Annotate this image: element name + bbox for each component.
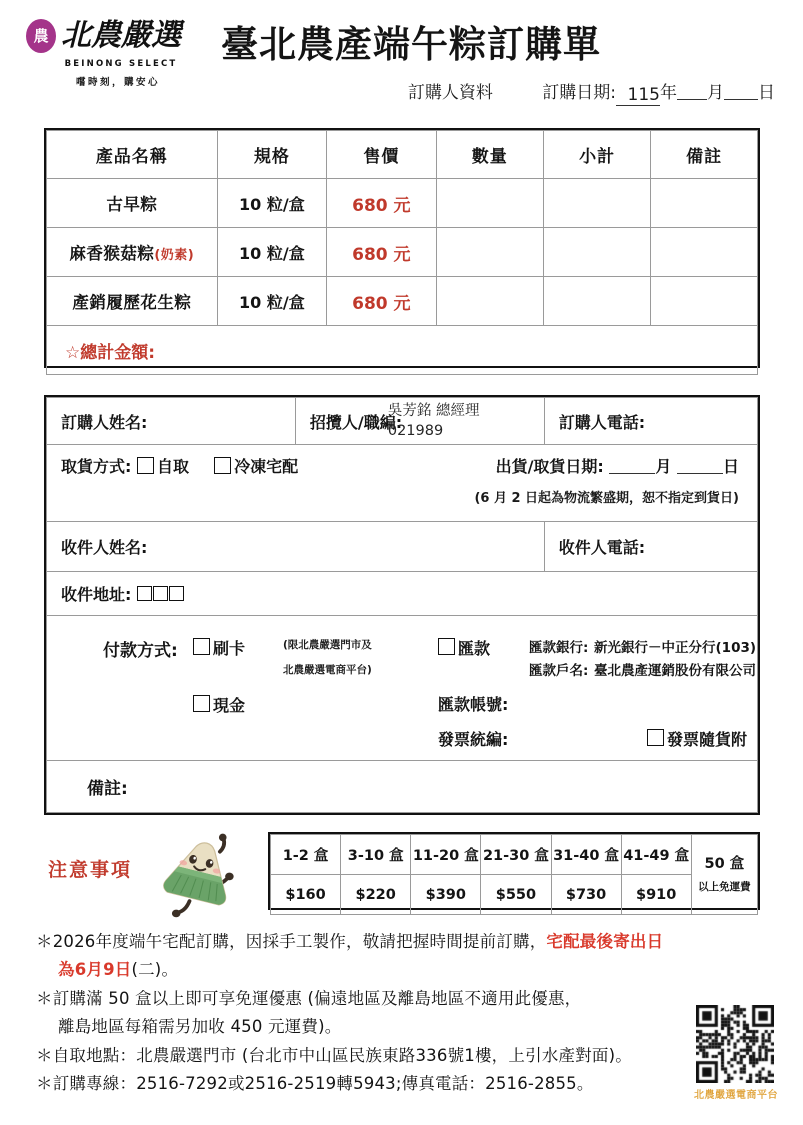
fee-amount-5: $730 bbox=[551, 875, 621, 915]
note-marker-1: ＊ bbox=[36, 932, 53, 951]
fee-amount-row bbox=[271, 875, 758, 915]
product-remark-cell[interactable] bbox=[651, 277, 758, 326]
logo-chinese-name: 北農嚴選 bbox=[61, 18, 181, 53]
total-amount-cell[interactable] bbox=[47, 326, 758, 375]
frozen-delivery-label: 冷凍宅配 bbox=[234, 457, 299, 476]
notice-title: 注意事項 bbox=[48, 859, 133, 881]
bank-value: 新光銀行－中正分行(103) bbox=[594, 640, 757, 656]
fee-free-tier-cell bbox=[691, 835, 757, 915]
recruiter-value bbox=[388, 402, 480, 441]
fee-free-tier-label: 50 盒 bbox=[704, 855, 745, 872]
note-item-4 bbox=[36, 1070, 686, 1098]
account-no-label: 匯款帳號: bbox=[438, 695, 509, 714]
fee-free-tier-note: 以上免運費 bbox=[698, 880, 751, 893]
col-quantity: 數量 bbox=[436, 131, 543, 179]
pay-cash-label: 現金 bbox=[213, 696, 246, 715]
brand-logo bbox=[26, 16, 186, 86]
product-price-cell: 680 元 bbox=[327, 277, 436, 326]
shipping-fee-table bbox=[270, 834, 758, 915]
ship-date-note: (6 月 2 日起為物流繁盛期，恕不指定到貨日) bbox=[474, 491, 739, 506]
pay-card-note-line2: 北農嚴選電商平台) bbox=[283, 664, 372, 676]
receiver-address-row bbox=[47, 572, 758, 616]
col-price: 售價 bbox=[327, 131, 436, 179]
note-text-1e: (二)。 bbox=[131, 960, 179, 980]
invoice-tax-label: 發票統編: bbox=[438, 730, 509, 749]
qr-code-caption: 北農嚴選電商平台 bbox=[694, 1090, 778, 1101]
col-product-name: 產品名稱 bbox=[47, 131, 218, 179]
pay-card-label: 刷卡 bbox=[213, 639, 246, 658]
note-text-3a: 自取地點：北農嚴選門市 (台北市中山區民族東路336號1樓，上引水產對面)。 bbox=[52, 1045, 632, 1065]
table-row bbox=[47, 228, 758, 277]
fee-tier-3: 11-20 盒 bbox=[411, 835, 481, 875]
payment-row bbox=[47, 616, 758, 761]
table-row bbox=[47, 179, 758, 228]
fee-tier-5: 31-40 盒 bbox=[551, 835, 621, 875]
payment-method-label: 付款方式: bbox=[103, 641, 178, 661]
product-name-cell bbox=[47, 277, 218, 326]
product-name-text: 麻香猴菇粽 bbox=[69, 244, 155, 263]
recruiter-value-line2: 021989 bbox=[387, 422, 444, 439]
product-spec-cell: 10 粒/盒 bbox=[217, 179, 326, 228]
ship-date-block bbox=[474, 454, 739, 506]
page-title: 臺北農產端午粽訂購單 bbox=[221, 22, 601, 66]
ship-date-month-unit: 月 bbox=[655, 457, 672, 476]
pickup-options bbox=[61, 454, 298, 477]
orderer-row bbox=[47, 398, 758, 445]
product-name-text: 產銷履歷花生粽 bbox=[72, 293, 192, 312]
receiver-address-cell[interactable] bbox=[47, 572, 758, 616]
receiver-phone-label: 收件人電話: bbox=[558, 538, 646, 557]
page-header bbox=[0, 0, 803, 120]
product-price-cell: 680 元 bbox=[327, 228, 436, 277]
pay-transfer-checkbox[interactable] bbox=[438, 638, 455, 655]
product-table-header-row bbox=[47, 131, 758, 179]
product-qty-cell[interactable] bbox=[436, 179, 543, 228]
fee-amount-4: $550 bbox=[481, 875, 551, 915]
note-item-2-cont bbox=[36, 1013, 686, 1041]
pickup-row bbox=[47, 445, 758, 522]
pickup-method-cell bbox=[47, 445, 758, 522]
remark-cell[interactable] bbox=[47, 761, 758, 813]
fee-amount-1: $160 bbox=[271, 875, 341, 915]
orderer-name-label: 訂購人姓名: bbox=[61, 412, 148, 432]
orderer-phone-cell[interactable] bbox=[544, 398, 757, 445]
product-name-text: 古早粽 bbox=[106, 195, 158, 214]
fee-tier-6: 41-49 盒 bbox=[621, 835, 691, 875]
note-text-1c: 為 bbox=[58, 960, 75, 980]
subheader-line bbox=[0, 78, 775, 106]
note-text-1d: 6月9日 bbox=[74, 960, 132, 980]
receiver-name-label: 收件人姓名: bbox=[61, 538, 148, 557]
product-name-tag: (奶素) bbox=[154, 248, 195, 263]
pay-card-checkbox[interactable] bbox=[193, 638, 210, 655]
note-marker-2: ＊ bbox=[36, 988, 53, 1008]
order-date-month-unit: 月 bbox=[707, 83, 724, 103]
product-subtotal-cell[interactable] bbox=[543, 179, 650, 228]
ship-date-label: 出貨/取貨日期: bbox=[495, 457, 604, 476]
product-table-frame bbox=[44, 128, 760, 368]
logo-slogan: 嚐時刻，購安心 bbox=[75, 77, 160, 88]
receiver-row bbox=[47, 522, 758, 572]
receiver-name-cell[interactable] bbox=[47, 522, 545, 572]
postal-code-box-2[interactable] bbox=[153, 586, 168, 601]
notes-list bbox=[36, 928, 686, 1098]
pay-card-note-line1: (限北農嚴選門市及 bbox=[283, 639, 372, 651]
frozen-delivery-checkbox[interactable] bbox=[214, 457, 231, 474]
orderer-phone-label: 訂購人電話: bbox=[558, 412, 646, 432]
orderer-section-label: 訂購人資料 bbox=[407, 83, 493, 103]
zongzi-mascot-icon bbox=[150, 827, 248, 922]
col-subtotal: 小計 bbox=[543, 131, 650, 179]
fee-tier-1: 1-2 盒 bbox=[271, 835, 341, 875]
order-date-year-field[interactable]: 115 bbox=[616, 85, 660, 106]
fee-amount-6: $910 bbox=[621, 875, 691, 915]
ship-date-day-field[interactable] bbox=[677, 473, 723, 474]
logo-english-name: BEINONG SELECT bbox=[64, 59, 178, 69]
fee-tier-4: 21-30 盒 bbox=[481, 835, 551, 875]
ship-date-month-field[interactable] bbox=[609, 473, 655, 474]
note-marker-3: ＊ bbox=[36, 1045, 53, 1065]
invoice-with-goods-checkbox[interactable] bbox=[647, 729, 664, 746]
fee-tier-2: 3-10 盒 bbox=[341, 835, 411, 875]
product-qty-cell[interactable] bbox=[436, 277, 543, 326]
note-item-2 bbox=[36, 985, 686, 1013]
qr-code-image[interactable] bbox=[696, 1005, 774, 1083]
product-subtotal-cell[interactable] bbox=[543, 228, 650, 277]
note-marker-4: ＊ bbox=[36, 1073, 53, 1093]
product-spec-cell: 10 粒/盒 bbox=[217, 228, 326, 277]
self-pickup-checkbox[interactable] bbox=[137, 457, 154, 474]
payment-method-cell bbox=[47, 616, 758, 761]
col-spec: 規格 bbox=[217, 131, 326, 179]
product-subtotal-cell[interactable] bbox=[543, 277, 650, 326]
invoice-with-goods-label: 發票隨貨附 bbox=[667, 730, 748, 749]
order-date-day-field[interactable] bbox=[724, 99, 758, 100]
note-item-1-cont bbox=[36, 956, 686, 984]
product-qty-cell[interactable] bbox=[436, 228, 543, 277]
note-text-1b: 宅配最後寄出日 bbox=[546, 932, 664, 951]
ship-date-line bbox=[474, 454, 739, 477]
recruiter-label: 招攬人/職編: bbox=[309, 412, 403, 432]
product-price-cell: 680 元 bbox=[327, 179, 436, 228]
fee-amount-2: $220 bbox=[341, 875, 411, 915]
logo-mark-row bbox=[26, 16, 186, 56]
receiver-address-label: 收件地址: bbox=[61, 585, 132, 604]
note-item-3 bbox=[36, 1042, 686, 1070]
orderer-name-cell[interactable] bbox=[47, 398, 296, 445]
receiver-phone-cell[interactable] bbox=[544, 522, 757, 572]
pickup-method-label: 取貨方式: bbox=[61, 457, 132, 476]
remark-row bbox=[47, 761, 758, 813]
fee-tier-row bbox=[271, 835, 758, 875]
pay-transfer-label: 匯款 bbox=[458, 639, 491, 658]
self-pickup-label: 自取 bbox=[156, 457, 189, 476]
order-date-day-unit: 日 bbox=[758, 83, 775, 103]
order-date-label: 訂購日期: bbox=[542, 83, 616, 103]
account-name-value: 臺北農產運銷股份有限公司 bbox=[594, 663, 756, 679]
qr-code-block bbox=[694, 1005, 776, 1101]
product-remark-cell[interactable] bbox=[651, 228, 758, 277]
note-text-4a: 訂購專線：2516-7292或2516-2519轉5943;傳真電話：2516-2855。 bbox=[52, 1073, 594, 1093]
total-row bbox=[47, 326, 758, 375]
remark-label: 備註: bbox=[87, 779, 128, 799]
recruiter-cell[interactable] bbox=[295, 398, 544, 445]
note-text-1a: 2026年度端午宅配訂購，因採手工製作，敬請把握時間提前訂購， bbox=[52, 932, 547, 951]
orderer-info-frame bbox=[44, 395, 760, 815]
note-text-2b: 離島地區每箱需另加收 450 元運費)。 bbox=[58, 1017, 342, 1037]
order-date-year-unit: 年 bbox=[660, 83, 677, 103]
logo-badge-icon: 農 bbox=[26, 19, 56, 53]
product-name-cell bbox=[47, 228, 218, 277]
pay-cash-checkbox[interactable] bbox=[193, 695, 210, 712]
col-remark: 備註 bbox=[651, 131, 758, 179]
orderer-info-table bbox=[46, 397, 758, 813]
fee-amount-3: $390 bbox=[411, 875, 481, 915]
total-amount-label: ☆總計金額: bbox=[65, 342, 156, 363]
account-name-label: 匯款戶名: bbox=[529, 663, 589, 679]
note-text-2a: 訂購滿 50 盒以上即可享免運優惠 (偏遠地區及離島地區不適用此優惠， bbox=[52, 988, 582, 1008]
table-row bbox=[47, 277, 758, 326]
product-name-cell bbox=[47, 179, 218, 228]
product-spec-cell: 10 粒/盒 bbox=[217, 277, 326, 326]
product-table bbox=[46, 130, 758, 375]
order-date-month-field[interactable] bbox=[677, 99, 707, 100]
postal-code-box-3[interactable] bbox=[169, 586, 184, 601]
postal-code-box-1[interactable] bbox=[137, 586, 152, 601]
note-item-1 bbox=[36, 928, 686, 956]
shipping-fee-table-frame bbox=[268, 832, 760, 910]
recruiter-value-line1: 吳芳銘 總經理 bbox=[387, 403, 480, 419]
product-remark-cell[interactable] bbox=[651, 179, 758, 228]
bank-label: 匯款銀行: bbox=[529, 640, 589, 656]
ship-date-day-unit: 日 bbox=[722, 457, 739, 476]
